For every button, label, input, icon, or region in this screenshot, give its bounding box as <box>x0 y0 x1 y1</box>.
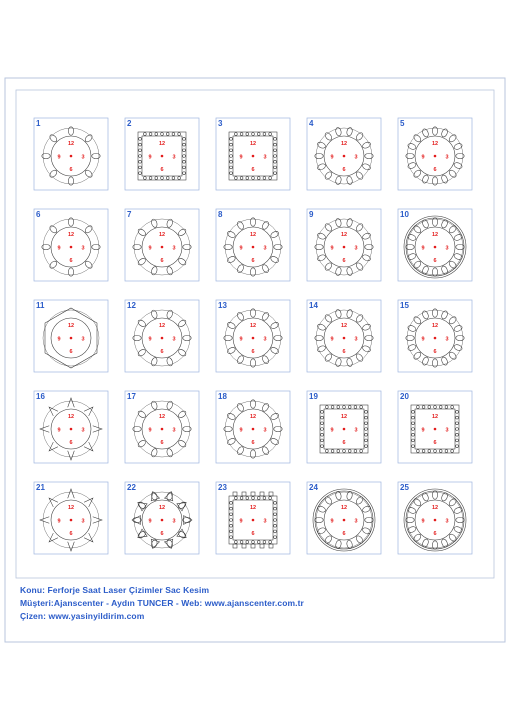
clock-design-cell <box>307 300 381 372</box>
clock-hour-mark: 3 <box>172 336 176 343</box>
clock-face-drawing <box>406 309 464 367</box>
design-number: 24 <box>309 483 318 492</box>
clock-hour-mark: 9 <box>421 245 425 252</box>
design-cell-border <box>307 300 381 372</box>
clock-face-drawing <box>224 309 282 367</box>
design-number: 15 <box>400 301 409 310</box>
clock-face-drawing <box>229 132 277 180</box>
clock-face-drawing <box>404 489 466 551</box>
clock-center-dot <box>343 246 346 249</box>
clock-hour-mark: 3 <box>354 518 358 525</box>
clock-hour-mark: 6 <box>251 349 255 355</box>
clock-center-dot <box>161 155 164 158</box>
clock-design-cell <box>216 209 290 281</box>
clock-design-cell <box>34 391 108 463</box>
clock-hour-mark: 9 <box>57 336 61 343</box>
clock-hour-mark: 9 <box>148 336 152 343</box>
clock-design-cell <box>307 209 381 281</box>
clock-hour-mark: 3 <box>81 427 85 434</box>
clock-hour-mark: 12 <box>249 232 257 238</box>
clock-face-drawing <box>132 491 192 548</box>
clock-hour-mark: 3 <box>172 518 176 525</box>
design-number: 1 <box>36 119 41 128</box>
clock-hour-mark: 6 <box>342 440 346 446</box>
clock-face-drawing <box>406 127 464 185</box>
clock-hour-mark: 12 <box>340 414 348 420</box>
clock-face-drawing <box>229 492 277 548</box>
clock-design-cell <box>216 482 290 554</box>
clock-face-drawing <box>133 309 191 366</box>
design-cell-border <box>307 482 381 554</box>
design-number: 7 <box>127 210 132 219</box>
design-number: 6 <box>36 210 41 219</box>
clock-hour-mark: 6 <box>251 440 255 446</box>
clock-center-dot <box>343 155 346 158</box>
clock-center-dot <box>70 428 73 431</box>
clock-hour-mark: 12 <box>340 323 348 329</box>
clock-hour-mark: 12 <box>431 414 439 420</box>
clock-center-dot <box>70 337 73 340</box>
design-cell-border <box>125 209 199 281</box>
design-cell-border <box>307 118 381 190</box>
clock-face-drawing <box>224 218 282 276</box>
clock-hour-mark: 6 <box>69 531 73 537</box>
clock-design-cell <box>398 209 472 281</box>
clock-design-cell <box>34 118 108 190</box>
clock-design-cell <box>34 300 108 372</box>
clock-hour-mark: 6 <box>69 258 73 264</box>
clock-hour-mark: 6 <box>160 167 164 173</box>
clock-hour-mark: 6 <box>160 258 164 264</box>
clock-design-cell <box>125 391 199 463</box>
clock-center-dot <box>161 246 164 249</box>
design-cell-border <box>125 391 199 463</box>
design-cell-border <box>307 209 381 281</box>
clock-center-dot <box>434 246 437 249</box>
design-number: 19 <box>309 392 318 401</box>
caption-client: Müşteri:Ajanscenter - Aydın TUNCER - Web: www.ajanscenter.com.tr <box>20 598 304 608</box>
clock-hour-mark: 6 <box>433 167 437 173</box>
clock-face-drawing <box>224 400 282 458</box>
clock-hour-mark: 9 <box>239 427 243 434</box>
design-number: 25 <box>400 483 409 492</box>
clock-hour-mark: 12 <box>158 141 166 147</box>
clock-hour-mark: 6 <box>433 440 437 446</box>
clock-hour-mark: 3 <box>81 154 85 161</box>
design-cell-border <box>34 118 108 190</box>
clock-hour-mark: 3 <box>263 427 267 434</box>
clock-center-dot <box>343 519 346 522</box>
clock-face-drawing <box>133 400 191 457</box>
clock-center-dot <box>434 428 437 431</box>
clock-hour-mark: 9 <box>57 518 61 525</box>
design-cell-border <box>125 300 199 372</box>
design-number: 12 <box>127 301 136 310</box>
clock-hour-mark: 9 <box>57 245 61 252</box>
clock-design-cell <box>398 300 472 372</box>
clock-hour-mark: 9 <box>239 154 243 161</box>
clock-face-drawing <box>138 132 186 180</box>
clock-hour-mark: 6 <box>160 531 164 537</box>
clock-design-cell <box>216 118 290 190</box>
clock-hour-mark: 9 <box>421 154 425 161</box>
clock-design-cell <box>398 118 472 190</box>
clock-hour-mark: 6 <box>160 440 164 446</box>
clock-hour-mark: 12 <box>431 323 439 329</box>
clock-face-drawing <box>313 489 375 551</box>
design-number: 3 <box>218 119 223 128</box>
clock-center-dot <box>70 519 73 522</box>
clock-design-cell <box>216 300 290 372</box>
clock-hour-mark: 3 <box>354 245 358 252</box>
clock-hour-mark: 3 <box>263 518 267 525</box>
design-number: 22 <box>127 483 136 492</box>
clock-hour-mark: 6 <box>251 167 255 173</box>
clock-hour-mark: 9 <box>148 518 152 525</box>
clock-hour-mark: 9 <box>421 518 425 525</box>
clock-hour-mark: 9 <box>330 427 334 434</box>
clock-hour-mark: 12 <box>158 323 166 329</box>
clock-hour-mark: 12 <box>67 232 75 238</box>
design-cell-border <box>216 209 290 281</box>
clock-center-dot <box>252 246 255 249</box>
clock-center-dot <box>252 155 255 158</box>
clock-hour-mark: 9 <box>239 336 243 343</box>
clock-hour-mark: 12 <box>249 323 257 329</box>
clock-hour-mark: 3 <box>445 336 449 343</box>
clock-hour-mark: 9 <box>148 427 152 434</box>
clock-hour-mark: 12 <box>431 505 439 511</box>
clock-design-cell <box>398 482 472 554</box>
clock-hour-mark: 9 <box>330 518 334 525</box>
clock-center-dot <box>252 428 255 431</box>
design-number: 9 <box>309 210 314 219</box>
clock-face-drawing <box>404 216 466 278</box>
design-number: 23 <box>218 483 227 492</box>
clock-hour-mark: 12 <box>340 141 348 147</box>
clock-hour-mark: 12 <box>67 323 75 329</box>
clock-hour-mark: 12 <box>340 505 348 511</box>
clock-hour-mark: 3 <box>445 518 449 525</box>
clock-hour-mark: 12 <box>431 141 439 147</box>
design-number: 20 <box>400 392 409 401</box>
clock-hour-mark: 9 <box>57 154 61 161</box>
clock-face-drawing <box>315 309 373 367</box>
design-number: 14 <box>309 301 318 310</box>
clock-center-dot <box>161 428 164 431</box>
clock-design-cell <box>398 391 472 463</box>
clock-design-cell <box>125 209 199 281</box>
clock-hour-mark: 6 <box>433 531 437 537</box>
clock-center-dot <box>434 519 437 522</box>
clock-center-dot <box>70 246 73 249</box>
design-number: 2 <box>127 119 132 128</box>
design-number: 11 <box>36 301 45 310</box>
clock-hour-mark: 3 <box>354 427 358 434</box>
clock-face-drawing <box>42 218 100 276</box>
clock-face-drawing <box>133 218 191 275</box>
design-cell-border <box>398 209 472 281</box>
clock-design-cell <box>125 118 199 190</box>
clock-hour-mark: 12 <box>67 414 75 420</box>
clock-hour-mark: 3 <box>354 336 358 343</box>
clock-hour-mark: 9 <box>239 518 243 525</box>
caption-subject: Konu: Ferforje Saat Laser Çizimler Sac Kesim <box>20 585 210 595</box>
clock-hour-mark: 9 <box>421 336 425 343</box>
clock-hour-mark: 3 <box>263 336 267 343</box>
clock-hour-mark: 3 <box>172 154 176 161</box>
clock-center-dot <box>434 337 437 340</box>
clock-center-dot <box>161 519 164 522</box>
clock-hour-mark: 6 <box>342 258 346 264</box>
clock-hour-mark: 12 <box>158 414 166 420</box>
design-number: 13 <box>218 301 227 310</box>
clock-hour-mark: 3 <box>172 245 176 252</box>
clock-hour-mark: 12 <box>158 505 166 511</box>
clock-hour-mark: 12 <box>67 141 75 147</box>
clock-hour-mark: 3 <box>354 154 358 161</box>
clock-design-cell <box>307 118 381 190</box>
clock-hour-mark: 6 <box>251 258 255 264</box>
clock-hour-mark: 6 <box>342 167 346 173</box>
clock-hour-mark: 6 <box>342 531 346 537</box>
design-cell-border <box>398 300 472 372</box>
clock-design-cell <box>307 482 381 554</box>
clock-hour-mark: 6 <box>69 349 73 355</box>
clock-hour-mark: 9 <box>330 245 334 252</box>
design-number: 5 <box>400 119 405 128</box>
clock-hour-mark: 6 <box>433 258 437 264</box>
clock-hour-mark: 12 <box>158 232 166 238</box>
clock-hour-mark: 12 <box>249 414 257 420</box>
clock-hour-mark: 6 <box>433 349 437 355</box>
clock-face-drawing <box>320 405 368 453</box>
design-number: 18 <box>218 392 227 401</box>
clock-hour-mark: 6 <box>69 167 73 173</box>
design-cell-border <box>34 209 108 281</box>
clock-hour-mark: 6 <box>160 349 164 355</box>
clock-hour-mark: 3 <box>172 427 176 434</box>
clock-hour-mark: 3 <box>263 154 267 161</box>
design-cell-border <box>398 482 472 554</box>
clock-design-cell <box>34 209 108 281</box>
clock-design-cell <box>125 300 199 372</box>
clock-hour-mark: 9 <box>330 336 334 343</box>
clock-face-drawing <box>315 218 373 276</box>
design-cell-border <box>216 391 290 463</box>
design-number: 4 <box>309 119 314 128</box>
clock-center-dot <box>252 337 255 340</box>
clock-face-drawing <box>40 398 102 460</box>
design-number: 16 <box>36 392 45 401</box>
clock-design-cell <box>125 482 199 554</box>
clock-design-cell <box>307 391 381 463</box>
clock-center-dot <box>343 428 346 431</box>
clock-face-drawing <box>411 405 459 453</box>
clock-hour-mark: 9 <box>57 427 61 434</box>
clock-center-dot <box>434 155 437 158</box>
clock-face-drawing <box>40 489 102 551</box>
clock-hour-mark: 3 <box>81 518 85 525</box>
clock-face-drawing <box>315 127 373 185</box>
clock-hour-mark: 3 <box>81 245 85 252</box>
clock-hour-mark: 3 <box>263 245 267 252</box>
clock-hour-mark: 12 <box>249 505 257 511</box>
clock-hour-mark: 9 <box>421 427 425 434</box>
clock-hour-mark: 3 <box>81 336 85 343</box>
clock-center-dot <box>161 337 164 340</box>
clock-hour-mark: 9 <box>239 245 243 252</box>
design-cell-border <box>216 300 290 372</box>
clock-hour-mark: 12 <box>67 505 75 511</box>
clock-hour-mark: 6 <box>342 349 346 355</box>
clock-hour-mark: 3 <box>445 427 449 434</box>
clock-design-cell <box>34 482 108 554</box>
clock-center-dot <box>70 155 73 158</box>
design-number: 21 <box>36 483 45 492</box>
clock-center-dot <box>252 519 255 522</box>
design-cell-border <box>398 118 472 190</box>
clock-hour-mark: 12 <box>431 232 439 238</box>
clock-hour-mark: 3 <box>445 245 449 252</box>
clock-design-cell <box>216 391 290 463</box>
clock-design-grid <box>34 118 472 554</box>
clock-hour-mark: 9 <box>148 245 152 252</box>
clock-face-drawing <box>43 308 99 368</box>
clock-hour-mark: 12 <box>340 232 348 238</box>
clock-center-dot <box>343 337 346 340</box>
clock-face-drawing <box>42 127 100 185</box>
clock-hour-mark: 9 <box>148 154 152 161</box>
clock-hour-mark: 3 <box>445 154 449 161</box>
design-number: 17 <box>127 392 136 401</box>
clock-hour-mark: 6 <box>251 531 255 537</box>
caption-author: Çizen: www.yasinyildirim.com <box>20 611 145 621</box>
design-number: 8 <box>218 210 223 219</box>
design-number: 10 <box>400 210 409 219</box>
clock-hour-mark: 6 <box>69 440 73 446</box>
clock-hour-mark: 12 <box>249 141 257 147</box>
clock-hour-mark: 9 <box>330 154 334 161</box>
